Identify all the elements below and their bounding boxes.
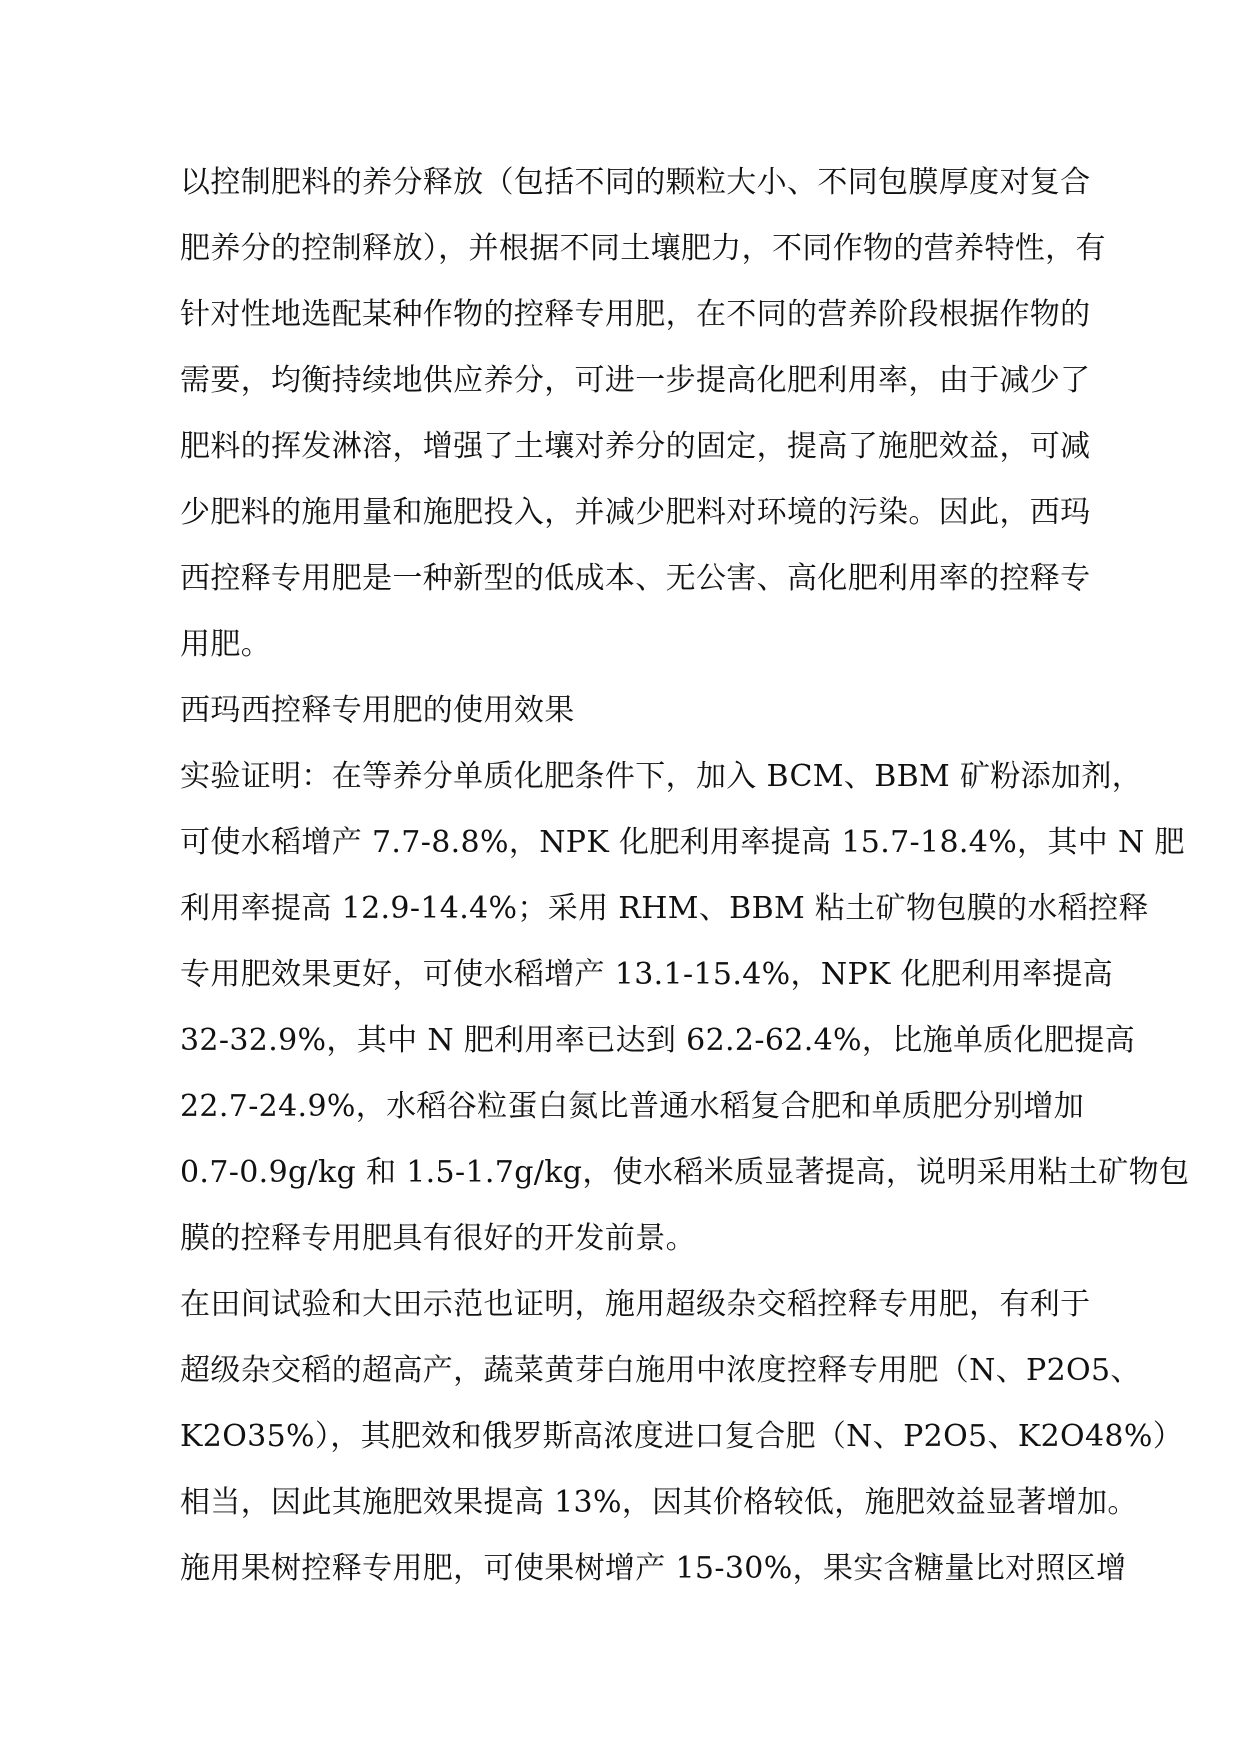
text-line: 利用率提高 12.9-14.4%；采用 RHM、BBM 粘土矿物包膜的水稻控释: [180, 891, 1149, 926]
text-line: 32-32.9%，其中 N 肥利用率已达到 62.2-62.4%，比施单质化肥提高: [180, 1023, 1136, 1058]
text-line: 实验证明：在等养分单质化肥条件下，加入 BCM、BBM 矿粉添加剂，: [180, 759, 1143, 794]
text-line: 相当，因此其施肥效果提高 13%，因其价格较低，施肥效益显著增加。: [180, 1485, 1138, 1520]
section-heading: 西玛西控释专用肥的使用效果: [180, 693, 575, 728]
text-line: 0.7-0.9g/kg 和 1.5-1.7g/kg，使水稻米质显著提高，说明采用粘土矿物包: [180, 1155, 1190, 1190]
text-line: 针对性地选配某种作物的控释专用肥，在不同的营养阶段根据作物的: [180, 297, 1091, 332]
text-line: 超级杂交稻的超高产，蔬菜黄芽白施用中浓度控释专用肥（N、P2O5、: [180, 1353, 1141, 1388]
text-line: 22.7-24.9%，水稻谷粒蛋白氮比普通水稻复合肥和单质肥分别增加: [180, 1089, 1085, 1124]
text-line: 膜的控释专用肥具有很好的开发前景。: [180, 1221, 696, 1256]
text-line: 可使水稻增产 7.7-8.8%，NPK 化肥利用率提高 15.7-18.4%，其中 N 肥: [180, 825, 1185, 860]
text-line: 需要，均衡持续地供应养分，可进一步提高化肥利用率，由于减少了: [180, 363, 1091, 398]
text-line: 专用肥效果更好，可使水稻增产 13.1-15.4%，NPK 化肥利用率提高: [180, 957, 1114, 992]
text-line: 在田间试验和大田示范也证明，施用超级杂交稻控释专用肥，有利于: [180, 1287, 1091, 1322]
text-line: 以控制肥料的养分释放（包括不同的颗粒大小、不同包膜厚度对复合: [180, 165, 1091, 200]
text-line: 少肥料的施用量和施肥投入，并减少肥料对环境的污染。因此，西玛: [180, 495, 1091, 530]
body-text: [180, 150, 1190, 1602]
text-line: 用肥。: [180, 627, 272, 662]
text-line: 施用果树控释专用肥，可使果树增产 15-30%，果实含糖量比对照区增: [180, 1551, 1127, 1586]
text-line: 西控释专用肥是一种新型的低成本、无公害、高化肥利用率的控释专: [180, 561, 1091, 596]
text-line: K2O35%），其肥效和俄罗斯高浓度进口复合肥（N、P2O5、K2O48%）: [180, 1419, 1184, 1454]
text-line: 肥料的挥发淋溶，增强了土壤对养分的固定，提高了施肥效益，可减: [180, 429, 1091, 464]
text-line: 肥养分的控制释放），并根据不同土壤肥力，不同作物的营养特性，有: [180, 231, 1106, 266]
